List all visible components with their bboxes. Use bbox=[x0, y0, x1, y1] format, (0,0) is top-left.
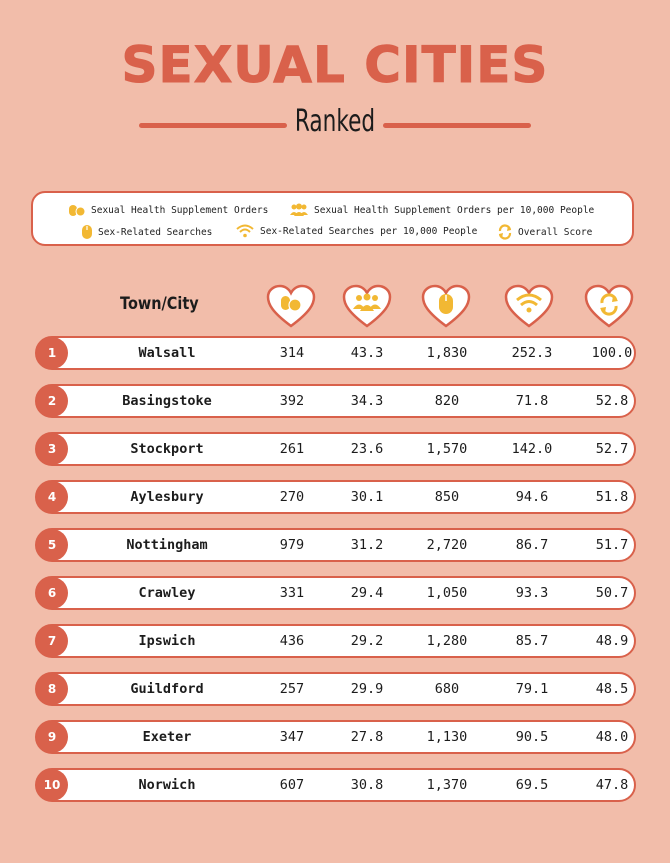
orders-value: 314 bbox=[279, 345, 305, 361]
legend-item-orders-per-10k bbox=[289, 203, 594, 217]
legend-label: Overall Score bbox=[518, 226, 593, 238]
city-name: Basingstoke bbox=[122, 393, 212, 409]
searches-value: 680 bbox=[434, 681, 460, 697]
refresh-icon bbox=[497, 224, 513, 240]
page-title: SEXUAL CITIES bbox=[121, 36, 549, 94]
legend-label: Sex-Related Searches bbox=[98, 226, 213, 238]
city-name: Ipswich bbox=[138, 633, 196, 649]
searches-per-10k-value: 94.6 bbox=[515, 489, 549, 505]
orders-value: 979 bbox=[279, 537, 305, 553]
score-value: 52.7 bbox=[595, 441, 629, 457]
orders-value: 607 bbox=[279, 777, 305, 793]
subtitle-row bbox=[0, 102, 670, 148]
score-value: 48.0 bbox=[595, 729, 629, 745]
orders-value: 261 bbox=[279, 441, 305, 457]
city-name: Walsall bbox=[138, 345, 196, 361]
searches-per-10k-value: 93.3 bbox=[515, 585, 549, 601]
table-row bbox=[35, 480, 636, 514]
table-row bbox=[35, 576, 636, 610]
searches-value: 1,570 bbox=[426, 441, 468, 457]
orders-per-10k-value: 30.1 bbox=[350, 489, 384, 505]
orders-per-10k-value: 23.6 bbox=[350, 441, 384, 457]
searches-per-10k-value: 252.3 bbox=[511, 345, 553, 361]
column-header-city: Town/City bbox=[120, 294, 199, 314]
row-rank: 6 bbox=[36, 577, 68, 609]
header-orders-heart-icon bbox=[266, 284, 316, 330]
table-row bbox=[35, 672, 636, 706]
score-value: 50.7 bbox=[595, 585, 629, 601]
row-rank: 1 bbox=[36, 337, 68, 369]
score-value: 51.8 bbox=[595, 489, 629, 505]
orders-value: 257 bbox=[279, 681, 305, 697]
score-value: 100.0 bbox=[591, 345, 633, 361]
legend-item-score bbox=[497, 224, 592, 240]
row-rank: 4 bbox=[36, 481, 68, 513]
row-rank: 5 bbox=[36, 529, 68, 561]
page-subtitle: Ranked bbox=[294, 104, 376, 139]
searches-per-10k-value: 79.1 bbox=[515, 681, 549, 697]
searches-value: 1,370 bbox=[426, 777, 468, 793]
table-row bbox=[35, 336, 636, 370]
row-rank: 3 bbox=[36, 433, 68, 465]
searches-value: 1,050 bbox=[426, 585, 468, 601]
orders-per-10k-value: 29.2 bbox=[350, 633, 384, 649]
wifi-icon bbox=[235, 224, 255, 238]
score-value: 48.9 bbox=[595, 633, 629, 649]
legend-item-orders bbox=[68, 203, 268, 217]
searches-per-10k-value: 86.7 bbox=[515, 537, 549, 553]
orders-per-10k-value: 29.9 bbox=[350, 681, 384, 697]
legend-label: Sexual Health Supplement Orders per 10,000 People bbox=[314, 204, 595, 216]
orders-per-10k-value: 31.2 bbox=[350, 537, 384, 553]
header-orders-per-10k-heart-icon bbox=[342, 284, 392, 330]
score-value: 52.8 bbox=[595, 393, 629, 409]
legend-item-searches bbox=[81, 224, 212, 240]
searches-value: 850 bbox=[434, 489, 460, 505]
legend bbox=[31, 191, 634, 246]
orders-per-10k-value: 27.8 bbox=[350, 729, 384, 745]
row-rank: 9 bbox=[36, 721, 68, 753]
searches-per-10k-value: 90.5 bbox=[515, 729, 549, 745]
searches-value: 1,280 bbox=[426, 633, 468, 649]
searches-value: 820 bbox=[434, 393, 460, 409]
orders-per-10k-value: 43.3 bbox=[350, 345, 384, 361]
row-rank: 10 bbox=[36, 769, 68, 801]
legend-label: Sex-Related Searches per 10,000 People bbox=[260, 225, 478, 237]
orders-per-10k-value: 29.4 bbox=[350, 585, 384, 601]
orders-value: 347 bbox=[279, 729, 305, 745]
city-name: Aylesbury bbox=[130, 489, 204, 505]
orders-per-10k-value: 30.8 bbox=[350, 777, 384, 793]
orders-value: 436 bbox=[279, 633, 305, 649]
city-name: Norwich bbox=[138, 777, 196, 793]
row-rank: 8 bbox=[36, 673, 68, 705]
searches-per-10k-value: 69.5 bbox=[515, 777, 549, 793]
header-score-heart-icon bbox=[584, 284, 634, 330]
orders-value: 270 bbox=[279, 489, 305, 505]
header-searches-per-10k-heart-icon bbox=[504, 284, 554, 330]
orders-per-10k-value: 34.3 bbox=[350, 393, 384, 409]
searches-per-10k-value: 85.7 bbox=[515, 633, 549, 649]
city-name: Crawley bbox=[138, 585, 196, 601]
mouse-icon bbox=[81, 224, 93, 240]
table-row bbox=[35, 768, 636, 802]
city-name: Nottingham bbox=[126, 537, 208, 553]
searches-value: 1,130 bbox=[426, 729, 468, 745]
table-row bbox=[35, 432, 636, 466]
score-value: 47.8 bbox=[595, 777, 629, 793]
searches-per-10k-value: 71.8 bbox=[515, 393, 549, 409]
table-row bbox=[35, 384, 636, 418]
city-name: Exeter bbox=[142, 729, 192, 745]
city-name: Guildford bbox=[130, 681, 204, 697]
score-value: 51.7 bbox=[595, 537, 629, 553]
searches-value: 2,720 bbox=[426, 537, 468, 553]
score-value: 48.5 bbox=[595, 681, 629, 697]
searches-per-10k-value: 142.0 bbox=[511, 441, 553, 457]
row-rank: 2 bbox=[36, 385, 68, 417]
searches-value: 1,830 bbox=[426, 345, 468, 361]
pills-icon bbox=[68, 203, 86, 217]
row-rank: 7 bbox=[36, 625, 68, 657]
right-divider bbox=[383, 123, 531, 128]
table-row bbox=[35, 528, 636, 562]
orders-value: 392 bbox=[279, 393, 305, 409]
legend-label: Sexual Health Supplement Orders bbox=[91, 204, 269, 216]
table-row bbox=[35, 624, 636, 658]
legend-item-searches-per-10k bbox=[235, 224, 477, 238]
orders-value: 331 bbox=[279, 585, 305, 601]
city-name: Stockport bbox=[130, 441, 204, 457]
header-searches-heart-icon bbox=[421, 284, 471, 330]
table-row bbox=[35, 720, 636, 754]
people-icon bbox=[289, 203, 309, 217]
